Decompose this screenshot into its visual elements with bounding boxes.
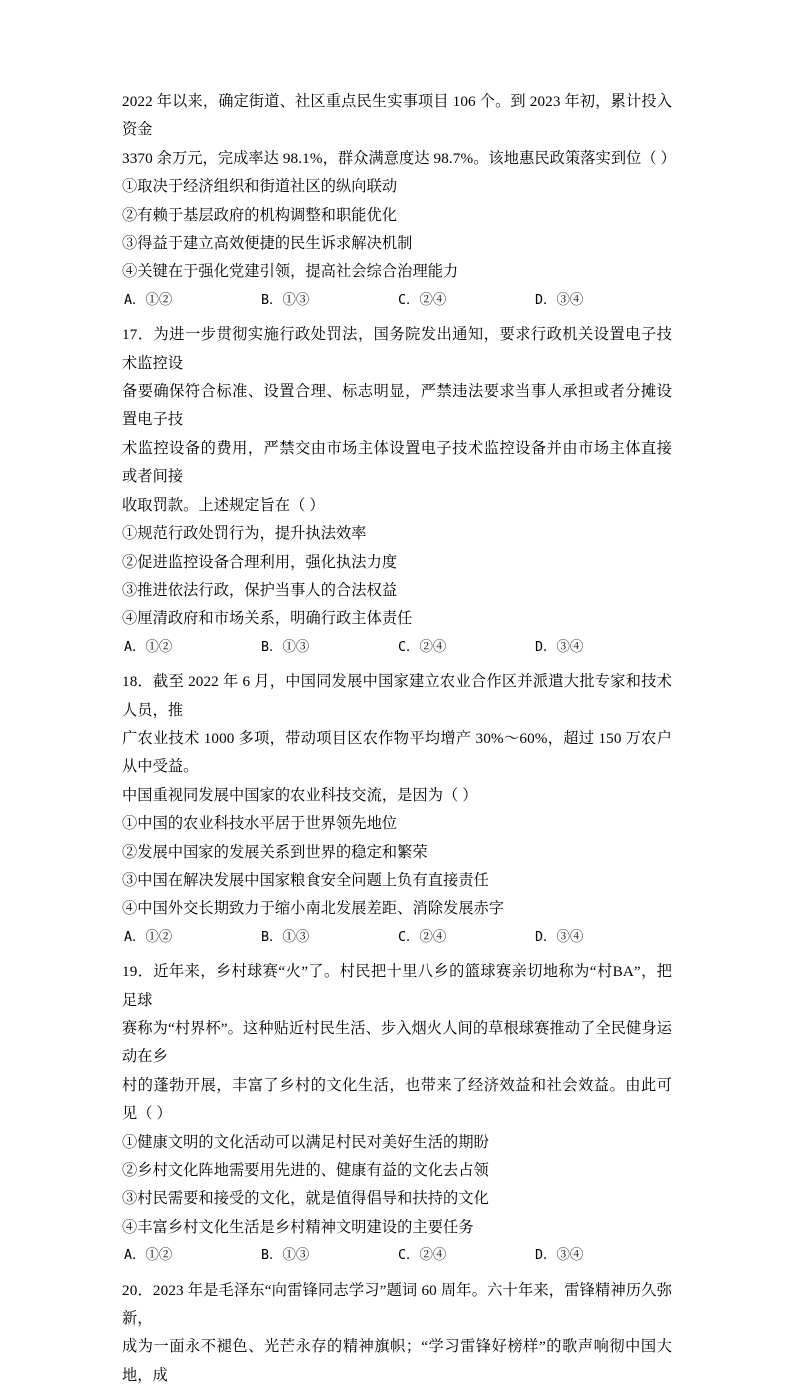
question-stem-line: 村的蓬勃开展，丰富了乡村的文化生活，也带来了经济效益和社会效益。由此可见（ ） [122,1076,672,1123]
question-option: ④中国外交长期致力于缩小南北发展差距、消除发展赤字 [122,900,505,918]
question-choices [122,1242,672,1270]
choice-c: C．②④ [398,292,447,308]
question-choices [122,634,672,662]
question-block [122,958,672,1270]
question-stem-line: 20．2023 年是毛泽东“向雷锋同志学习”题词 60 周年。六十年来，雷锋精神历久弥新， [122,1281,672,1328]
question-option: ③村民需要和接受的文化，就是值得倡导和扶持的文化 [122,1190,489,1208]
choice-a: A．①② [124,639,173,655]
question-stem-line: 17．为进一步贯彻实施行政处罚法，国务院发出通知，要求行政机关设置电子技术监控设 [122,326,672,372]
question-option: ①健康文明的文化活动可以满足村民对美好生活的期盼 [122,1133,489,1151]
question-option: ②促进监控设备合理利用，强化执法力度 [122,553,398,571]
question-stem-line: 成为一面永不褪色、光芒永存的精神旗帜；“学习雷锋好榜样”的歌声响彻中国大地，成 [122,1338,672,1384]
question-stem-line: 收取罚款。上述规定旨在（ ） [122,496,325,514]
choice-b: B．①③ [261,1248,310,1264]
choice-a: A．①② [124,1248,173,1264]
question-stem-line: 18．截至 2022 年 6 月，中国同发展中国家建立农业合作区并派遣大批专家和技术人员，推 [122,673,672,719]
question-block [122,321,672,662]
question-option: ②有赖于基层政府的机构调整和职能优化 [122,206,398,224]
question-option: ④厘清政府和市场关系，明确行政主体责任 [122,610,413,628]
question-stem-line: 3370 余万元，完成率达 98.1%，群众满意度达 98.7%。该地惠民政策落实到位（ ） [122,149,676,167]
question-option: ①中国的农业科技水平居于世界领先地位 [122,815,398,833]
question-choices [122,287,672,315]
question-stem-line: 中国重视同发展中国家的农业科技交流，是因为（ ） [122,786,478,804]
question-option: ③推进依法行政，保护当事人的合法权益 [122,581,398,599]
question-stem-line: 19．近年来，乡村球赛“火”了。村民把十里八乡的篮球赛亲切地称为“村BA”，把足球 [122,963,672,1009]
question-option: ③中国在解决发展中国家粮食安全问题上负有直接责任 [122,871,489,889]
question-option: ②发展中国家的发展关系到世界的稳定和繁荣 [122,843,428,861]
question-block [122,88,676,315]
question-option: ④关键在于强化党建引领，提高社会综合治理能力 [122,263,459,281]
question-option: ④丰富乡村文化生活是乡村精神文明建设的主要任务 [122,1218,474,1236]
choice-a: A．①② [124,292,173,308]
choice-d: D．③④ [535,639,584,655]
question-stem-line: 术监控设备的费用，严禁交由市场主体设置电子技术监控设备并由市场主体直接或者间接 [122,439,672,486]
choice-b: B．①③ [261,639,310,655]
question-option: ①取决于经济组织和街道社区的纵向联动 [122,178,398,196]
question-stem-line: 2022 年以来，确定街道、社区重点民生实事项目 106 个。到 2023 年初，累计投入资金 [122,93,672,139]
question-stem-line: 备要确保符合标准、设置合理、标志明显，严禁违法要求当事人承担或者分摊设置电子技 [122,383,672,429]
question-option: ②乡村文化阵地需要用先进的、健康有益的文化去占领 [122,1162,489,1180]
question-block [122,668,672,952]
choice-d: D．③④ [535,292,584,308]
question-option: ③得益于建立高效便捷的民生诉求解决机制 [122,235,413,253]
choice-b: B．①③ [261,929,310,945]
question-stem-line: 赛称为“村界杯”。这种贴近村民生活、步入烟火人间的草根球赛推动了全民健身运动在乡 [122,1020,672,1066]
choice-c: C．②④ [398,1248,447,1264]
question-block [122,1277,672,1390]
question-option: ①规范行政处罚行为，提升执法效率 [122,525,367,543]
choice-d: D．③④ [535,1248,584,1264]
choice-a: A．①② [124,929,173,945]
choice-c: C．②④ [398,639,447,655]
choice-b: B．①③ [261,292,310,308]
question-choices [122,924,672,952]
question-stem-line: 广农业技术 1000 多项，带动项目区农作物平均增产 30%～60%，超过 150 万农户从中受益。 [122,729,672,776]
choice-c: C．②④ [398,929,447,945]
choice-d: D．③④ [535,929,584,945]
